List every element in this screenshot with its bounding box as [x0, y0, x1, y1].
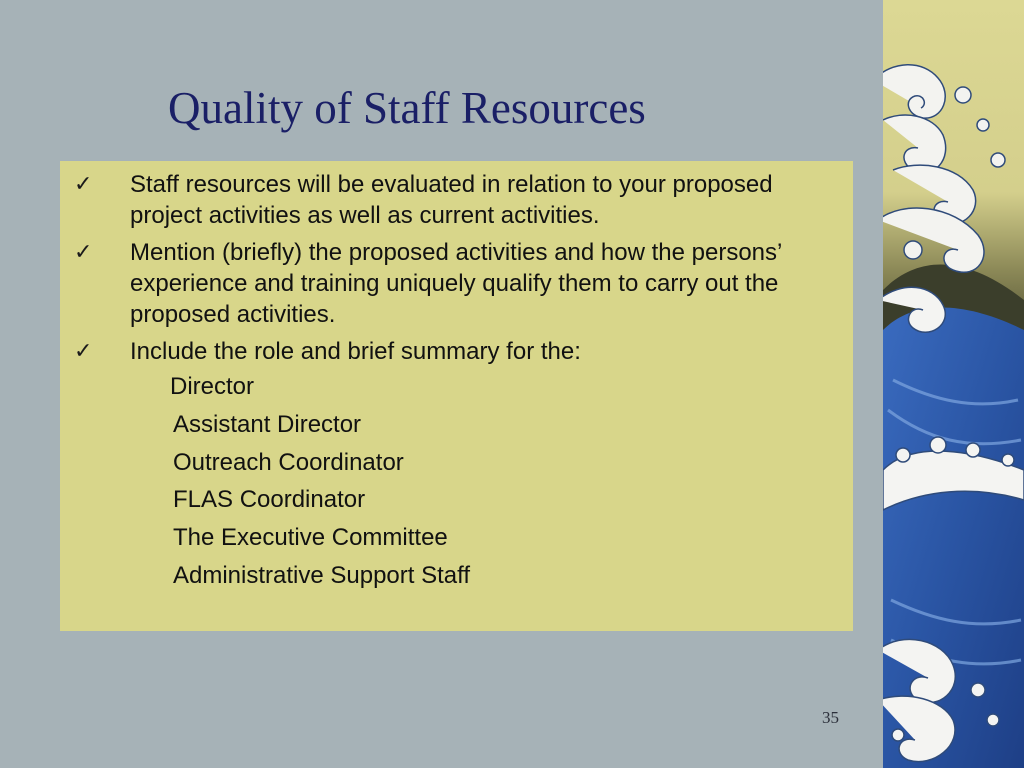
sub-item: Outreach Coordinator [173, 449, 404, 476]
checkmark-icon: ✓ [74, 172, 93, 197]
slide-number: 35 [822, 708, 839, 727]
bullet-text: Staff resources will be evaluated in relation to your proposed project activities as well as current activities. [130, 171, 773, 229]
bullet-text: Mention (briefly) the proposed activities and how the persons’ experience and training uniquely qualify them to carry out the proposed activities. [130, 239, 782, 328]
sub-item: FLAS Coordinator [173, 486, 366, 513]
checkmark-icon: ✓ [74, 339, 93, 364]
sub-item: Administrative Support Staff [173, 562, 471, 589]
sub-item: Director [170, 373, 255, 400]
bullet-text: Include the role and brief summary for the: [130, 338, 581, 365]
slide-title: Quality of Staff Resources [168, 83, 646, 133]
content-box [60, 161, 853, 631]
wave-decoration [883, 0, 1024, 768]
checkmark-icon: ✓ [74, 240, 93, 265]
sub-item: Assistant Director [173, 411, 362, 438]
sub-item: The Executive Committee [173, 524, 448, 551]
